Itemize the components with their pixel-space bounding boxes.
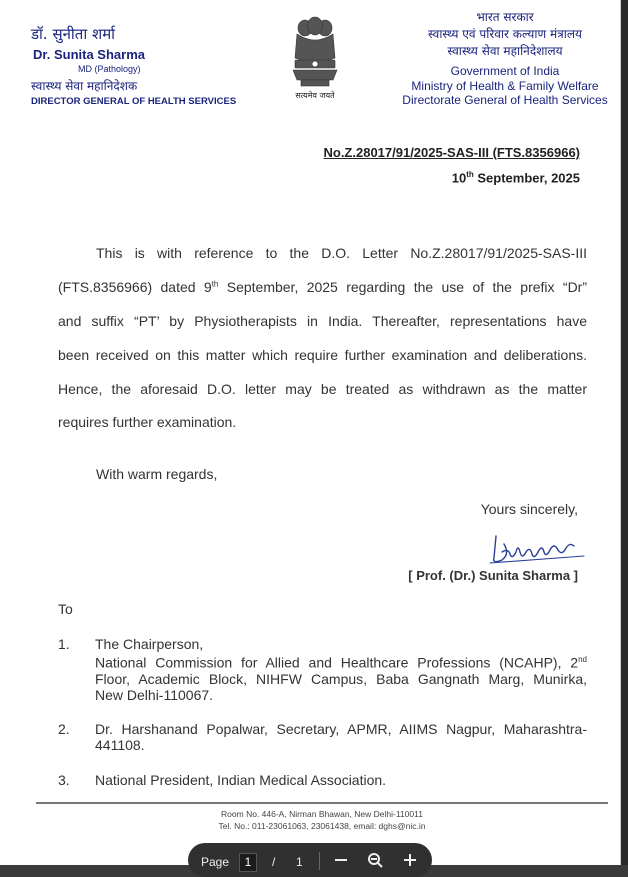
recipient-line: National President, Indian Medical Association.	[95, 772, 387, 788]
page-label: Page	[201, 855, 230, 869]
directorate-line-hindi: स्वास्थ्य सेवा महानिदेशालय	[447, 44, 563, 58]
page-number-input[interactable]: 1	[239, 853, 257, 872]
to-label: To	[58, 601, 73, 617]
toolbar-divider	[319, 852, 320, 870]
scrollbar[interactable]	[621, 0, 628, 865]
letter-date	[452, 170, 580, 185]
govt-line-hindi: भारत सरकार	[476, 10, 534, 24]
zoom-in-button[interactable]	[396, 847, 424, 873]
footer-divider	[36, 802, 608, 804]
recipient-line: New Delhi-110067.	[95, 686, 214, 703]
sender-title-hindi: स्वास्थ्य सेवा महानिदेशक	[31, 79, 138, 93]
recipient-number: 2.	[58, 721, 70, 737]
regards-line: With warm regards,	[96, 466, 218, 482]
page-total: 1	[296, 855, 303, 869]
recipient-number: 3.	[58, 772, 70, 788]
magnifier-icon	[367, 852, 383, 868]
emblem-motto: सत्यमेव जयते	[295, 91, 335, 100]
recipient-line: The Chairperson,	[95, 636, 204, 652]
recipient-line: 441108.	[95, 737, 145, 753]
sender-qualification: MD (Pathology)	[78, 64, 141, 74]
body-line: been received on this matter which require further examination and deliberations.	[58, 347, 587, 363]
national-emblem-icon	[287, 14, 343, 98]
sender-name-hindi: डॉ. सुनीता शर्मा	[31, 25, 116, 43]
closing-line: Yours sincerely,	[480, 501, 578, 517]
recipient-address	[95, 772, 587, 788]
recipient-address	[95, 721, 587, 753]
body-sup: th	[211, 279, 219, 289]
recipient-text: National Commission for Allied and Healthcare Professions (NCAHP), 2	[95, 654, 579, 671]
body-text: September, 2025 regarding the use of the prefix “Dr”	[218, 279, 587, 295]
page-toolbar	[188, 843, 432, 877]
body-line	[58, 279, 587, 295]
date-rest: September, 2025	[473, 170, 580, 186]
body-line: requires further examination.	[58, 414, 237, 430]
signatory-name: [ Prof. (Dr.) Sunita Sharma ]	[408, 568, 578, 583]
zoom-out-button[interactable]	[327, 847, 355, 873]
sender-title: DIRECTOR GENERAL OF HEALTH SERVICES	[31, 96, 237, 107]
recipient-address	[95, 636, 587, 703]
body-line: Hence, the aforesaid D.O. letter may be treated as withdrawn as the matter	[58, 381, 587, 397]
govt-line: Government of India	[450, 64, 560, 78]
recipient-sup: nd	[578, 655, 587, 664]
directorate-line: Directorate General of Health Services	[402, 93, 608, 107]
ministry-line: Ministry of Health & Family Welfare	[411, 79, 599, 93]
reference-number: No.Z.28017/91/2025-SAS-III (FTS.8356966)	[323, 145, 580, 160]
body-text: (FTS.8356966) dated 9	[58, 279, 212, 295]
footer-contact: Tel. No.: 011-23061063, 23061438, email: dghs@nic.in	[218, 821, 426, 831]
date-suffix: th	[466, 170, 474, 179]
zoom-reset-button[interactable]	[361, 847, 389, 873]
page-separator: /	[272, 855, 276, 869]
recipient-line: Dr. Harshanand Popalwar, Secretary, APMR, AIIMS Nagpur, Maharashtra-	[95, 721, 587, 737]
sender-name: Dr. Sunita Sharma	[33, 47, 145, 62]
body-line: This is with reference to the D.O. Letter No.Z.28017/91/2025-SAS-III	[96, 245, 587, 261]
signature-icon	[488, 530, 586, 566]
ministry-line-hindi: स्वास्थ्य एवं परिवार कल्याण मंत्रालय	[427, 27, 582, 41]
recipient-line	[95, 652, 587, 671]
recipient-line: Floor, Academic Block, NIHFW Campus, Baba Gangnath Marg, Munirka,	[95, 670, 587, 687]
footer-address: Room No. 446-A, Nirman Bhawan, New Delhi-110011	[221, 809, 423, 819]
date-day: 10	[451, 170, 467, 186]
recipient-number: 1.	[58, 636, 70, 652]
body-line: and suffix “PT’ by Physiotherapists in India. Thereafter, representations have	[58, 313, 587, 329]
